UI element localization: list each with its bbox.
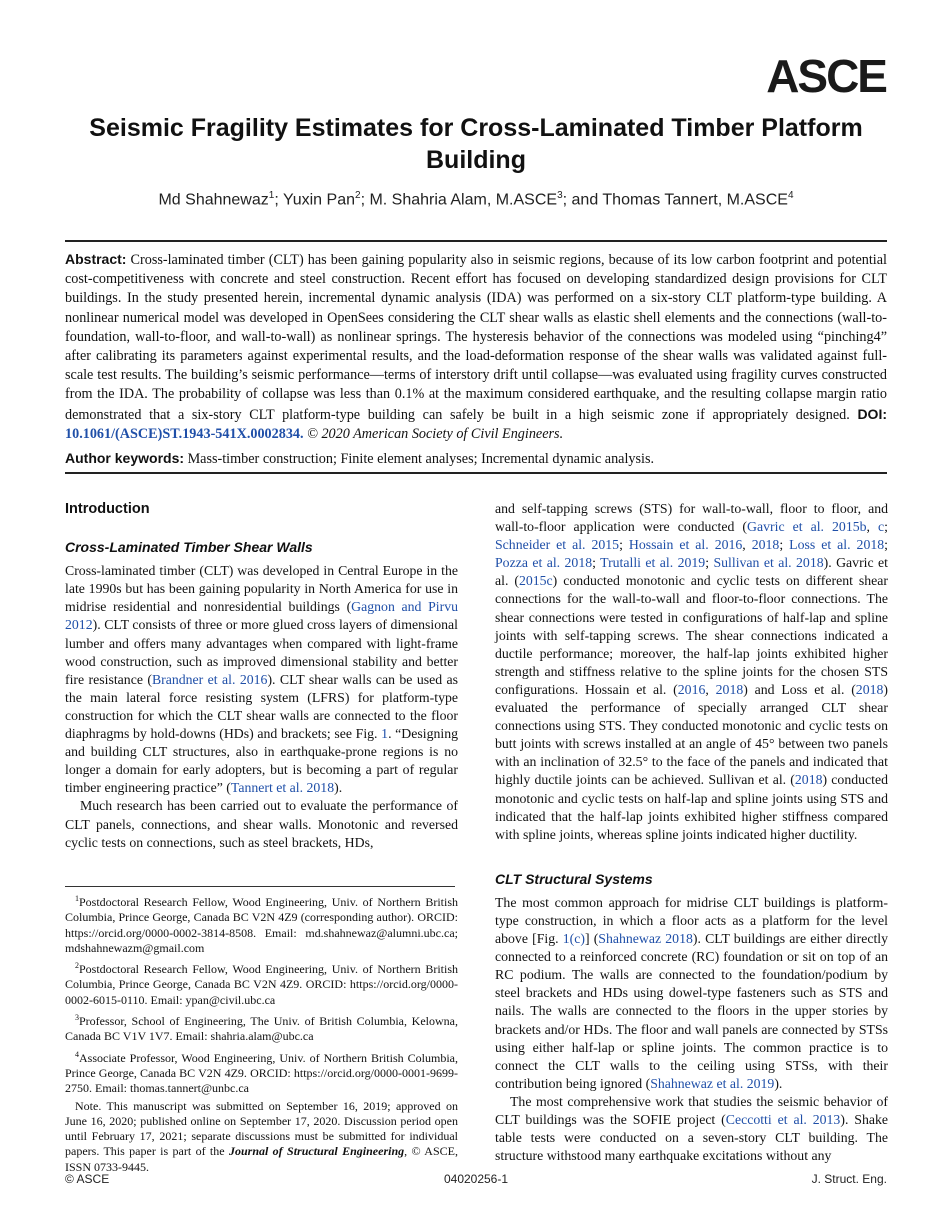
footnote-text: Postdoctoral Research Fellow, Wood Engineering, Univ. of Northern British Columbia, Prince George, Canada BC V2N 4Z9 (corresponding author). ORCID: https://orcid.org/0000-0002-3814-8508. Email: md.shahnewaz@alumni.ubc.ca; mdshahnewazm@gmail.com	[65, 895, 458, 955]
footnote-list	[65, 891, 458, 1097]
text-run: ;	[884, 519, 888, 535]
text-run: ,	[742, 537, 752, 553]
text-run: ;	[705, 555, 714, 571]
paragraph	[495, 1093, 888, 1165]
abstract	[65, 250, 887, 444]
text-run: ,	[866, 519, 879, 535]
text-run: Cross-laminated timber (CLT) was developed in Central Europe in the late 1990s but has been gaining popularity in North America for use in midrise residential and nonresidential buildings (	[65, 563, 458, 615]
subsection-heading-clt-shear-walls: Cross-Laminated Timber Shear Walls	[65, 539, 313, 556]
paragraph	[495, 500, 888, 844]
doi-label: DOI:	[857, 405, 887, 422]
citation-link[interactable]: Pozza et al. 2018	[495, 555, 593, 571]
text-run: ). CLT shear walls can be used as the main lateral force resisting system (LFRS) for platform-type construction for which the CLT shear walls are connected to the floor diaphragms by hold-downs (HDs) and brackets; see Fig.	[65, 671, 458, 742]
footnote-text: Professor, School of Engineering, The Univ. of British Columbia, Kelowna, Canada BC V1V 1V7. Email: shahria.alam@ubc.ca	[65, 1014, 458, 1044]
citation-link[interactable]: Gavric et al. 2015b	[747, 519, 867, 535]
paragraph	[65, 562, 458, 797]
footnote	[65, 1010, 458, 1045]
citation-link[interactable]: Shahnewaz et al. 2019	[650, 1075, 775, 1091]
text-run: ] (	[584, 931, 599, 947]
footnote-mark: 2	[75, 961, 79, 971]
footnote	[65, 1047, 458, 1097]
citation-link[interactable]: 2018	[715, 681, 744, 697]
note-text: Note. This manuscript was submitted on September 16, 2019; approved on June 16, 2020; published online on September 17, 2020. Discussion period open until February 17, 2021; separate discussions must be submitted for individual papers. This paper is part of the	[65, 1098, 458, 1159]
abstract-text: Cross-laminated timber (CLT) has been gaining popularity also in seismic regions, because of its low carbon footprint and potential cost-competitiveness with concrete and steel construction. Recent effort has focused on developing standardized design provisions for CLT buildings. In the study presented herein, incremental dynamic analysis (IDA) was performed on a six-story CLT platform-type building. A nonlinear numerical model was developed in OpenSees considering the CLT shear walls as elastic shell elements and the connections (wall-to-foundation, wall-to-floor, and wall-to-wall) as nonlinear springs. The hysteresis behavior of the connections was modeled using “pinching4” after calibrating its parameters against experimental results, and the load-deformation response of the shear walls was validated against full-scale test results. The building’s seismic performance—terms of interstory drift until collapse—was evaluated using fragility curves constructed from the IDA. The probability of collapse was less than 0.1% at the maximum considered earthquake, and the resulting collapse margin ratio demonstrated that a six-story CLT platform-type building can safely be built in a high seismic zone if appropriately designed.	[65, 252, 887, 423]
section-heading-introduction: Introduction	[65, 501, 150, 517]
footnote-mark: 3	[75, 1013, 79, 1023]
abstract-label: Abstract:	[65, 251, 127, 267]
citation-link[interactable]: 2018	[855, 681, 884, 697]
author-separator: ;	[274, 191, 283, 209]
author-affiliation-mark: 4	[787, 190, 794, 201]
text-run: ) evaluated the performance of specially arranged CLT shear connections using STS. They conducted monotonic and cyclic tests on butt joints with screws installed at an angle of 45° between two panels with an inclination of 32.5° to the face of the panels and indicated that highly ductile joints can be achieved. Sullivan et al. (	[495, 681, 888, 788]
text-run: ). CLT consists of three or more glued cross layers of dimensional lumber and offers many advantages when compared with light-frame wood construction, such as improved dimensional stability and better fire resistance (	[65, 617, 458, 687]
copyright-text: © 2020 American Society of Civil Engineers.	[307, 425, 564, 442]
citation-link[interactable]: Loss et al. 2018	[789, 537, 885, 553]
keywords-label: Author keywords:	[65, 450, 185, 466]
text-run: ) and Loss et al. (	[743, 681, 856, 697]
text-run: ) conducted monotonic and cyclic tests on different shear connections for the wall-to-wall and floor-to-floor connections. The shear connections were tested in configurations of half-lap and spline joints with self-tapping screws. The shear connections indicated a ductile performance; moreover, the half-lap joints exhibited higher strength and stiffness relative to the spline joints for the chosen STS configurations. Hossain et al. (	[495, 573, 889, 697]
subsection-heading-clt-structural-systems: CLT Structural Systems	[495, 870, 653, 887]
author-name: M. Shahria Alam, M.ASCE	[369, 191, 558, 209]
keywords-text: Mass-timber construction; Finite element analyses; Incremental dynamic analysis.	[187, 451, 655, 467]
citation-link[interactable]: Gagnon and Pirvu 2012	[65, 599, 458, 633]
text-run: The most common approach for midrise CLT buildings is platform-type construction, in which a floor acts as a platform for the level above [Fig.	[495, 894, 888, 947]
text-run: Much research has been carried out to evaluate the performance of CLT panels, connections, and shear walls. Monotonic and reversed cyclic tests on connections, such as steel brackets, HDs,	[65, 798, 458, 850]
text-run: The most comprehensive work that studies the seismic behavior of CLT buildings was the SOFIE project (	[495, 1093, 888, 1127]
footnote-text: Associate Professor, Wood Engineering, Univ. of Northern British Columbia, Prince George, Canada BC V2N 4Z9. ORCID: https://orcid.org/0000-0001-9699-2750. Email: thomas.tannert@unbc.ca	[65, 1050, 458, 1096]
author-separator: ;	[360, 191, 370, 209]
author-name: Md Shahnewaz	[158, 191, 269, 209]
footnote-text: Postdoctoral Research Fellow, Wood Engineering, Univ. of Northern British Columbia, Prince George, Canada BC V2N 4Z9. ORCID: https://orcid.org/0000-0002-6015-0110. Email: ypan@civil.ubc.ca	[65, 962, 458, 1007]
citation-link[interactable]: c	[878, 519, 885, 535]
citation-link[interactable]: Hossain et al. 2016	[628, 537, 743, 553]
submission-note	[65, 1099, 458, 1175]
left-column	[65, 500, 458, 852]
text-run: ).	[774, 1075, 783, 1091]
citation-link[interactable]: Schneider et al. 2015	[495, 537, 620, 553]
author-separator: ; and	[562, 191, 603, 209]
author-name: Thomas Tannert, M.ASCE	[602, 191, 788, 209]
citation-link[interactable]: 2016	[677, 681, 706, 697]
footnote-mark: 1	[75, 894, 79, 903]
author-affiliation-mark: 2	[355, 190, 361, 201]
paragraph	[65, 797, 458, 851]
text-run: ).	[334, 780, 343, 796]
footnote-rule	[65, 886, 455, 887]
text-run: ) conducted monotonic and cyclic tests on half-lap and spline joints using STS and indicated that the half-lap joints exhibited higher stiffness compared with spline joints, whereas spline joints indicated higher ductility.	[495, 772, 888, 842]
footer-page-id: 04020256-1	[443, 1172, 509, 1186]
citation-link[interactable]: Trutalli et al. 2019	[600, 555, 706, 571]
text-run: ). Shake table tests were conducted on a seven-story CLT building. The structure withstood many earthquake excitations without any	[495, 1112, 888, 1164]
footer-copyright: © ASCE	[65, 1172, 110, 1186]
author-list	[60, 190, 892, 209]
journal-name: Journal of Structural Engineering	[228, 1144, 405, 1159]
citation-link[interactable]: 2015c	[518, 573, 553, 589]
citation-link[interactable]: 1	[381, 726, 389, 742]
footer-journal: J. Struct. Eng.	[811, 1172, 887, 1186]
citation-link[interactable]: Tannert et al. 2018	[230, 780, 335, 796]
footnote	[65, 891, 458, 956]
asce-logo	[760, 52, 888, 96]
text-run: ). CLT buildings are either directly connected to a reinforced concrete (RC) foundation or sit on top of an RC podium. The walls are connected to the foundation/podium by steel brackets and HDs using dowel-type fasteners such as STS and nails. The walls are connected to the floors in the upper stories by brackets and/or HDs. The floor and wall panels are connected by STSs using either half-lap or spline joints. The common practice is to connect the CLT walls to the ceiling using STSs, with their contribution being ignored (	[495, 931, 889, 1091]
text-run: . “Designing and building CLT structures, also in earthquake-prone regions is no longer a domain for early adopters, but is becoming a part of regular timber engineering practice” (	[65, 726, 458, 796]
footnotes	[65, 891, 458, 1177]
author-affiliation-mark: 1	[268, 190, 275, 201]
citation-link[interactable]: 1(c)	[562, 931, 585, 947]
page-footer	[65, 1172, 887, 1190]
text-run: ;	[779, 537, 790, 553]
citation-link[interactable]: Ceccotti et al. 2013	[725, 1112, 841, 1127]
author-name: Yuxin Pan	[282, 191, 355, 209]
footnote-mark: 4	[75, 1049, 79, 1059]
note-tail: , © ASCE, ISSN 0733-9445.	[65, 1144, 458, 1174]
paper-title: Seismic Fragility Estimates for Cross-Laminated Timber Platform Building	[89, 114, 863, 174]
citation-link[interactable]: Shahnewaz 2018	[598, 931, 693, 947]
text-run: ;	[619, 537, 629, 553]
text-run: ,	[705, 681, 716, 697]
citation-link[interactable]: Brandner et al. 2016	[151, 671, 268, 687]
doi-link[interactable]: 10.1061/(ASCE)ST.1943-541X.0002834.	[65, 425, 304, 442]
text-run: ). Gavric et al. (	[495, 555, 888, 589]
text-run: ;	[884, 537, 888, 553]
citation-link[interactable]: Sullivan et al. 2018	[713, 555, 824, 571]
bottom-rule	[65, 472, 887, 474]
text-run: ;	[592, 555, 601, 571]
paragraph	[495, 894, 888, 1093]
logo-text: ASCE	[766, 52, 886, 96]
citation-link[interactable]: 2018	[794, 772, 823, 788]
citation-link[interactable]: 2018	[751, 537, 780, 553]
top-rule	[65, 240, 887, 242]
footnote	[65, 958, 458, 1008]
keywords	[65, 450, 887, 468]
right-column	[495, 500, 888, 1165]
text-run: and self-tapping screws (STS) for wall-to-wall, floor to floor, and wall-to-floor application were conducted (	[495, 501, 888, 535]
author-affiliation-mark: 3	[557, 190, 563, 201]
